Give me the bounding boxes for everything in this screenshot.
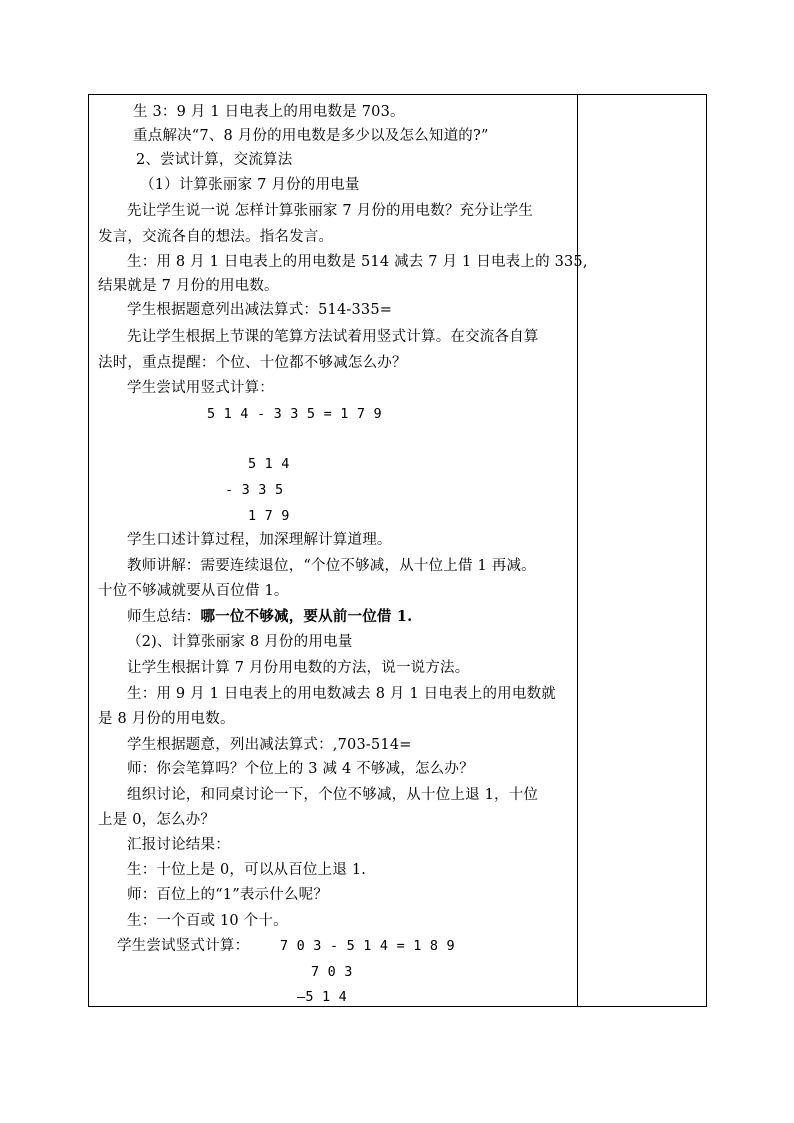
text-line: 让学生根据计算 7 月份用电数的方法，说一说方法。	[127, 660, 470, 676]
text-line: 2、尝试计算，交流算法	[136, 152, 293, 168]
text-line	[127, 606, 412, 628]
text-line: 学生尝试用竖式计算：	[127, 380, 274, 396]
text-line: 学生根据题意列出减法算式：514-335=	[127, 302, 393, 318]
text-line: 是 8 月份的用电数。	[98, 711, 235, 727]
summary-label: 师生总结：	[127, 609, 201, 625]
table-column-divider	[577, 94, 578, 1007]
equation: 7 0 3 - 5 1 4 = 1 8 9	[280, 938, 455, 954]
text-line: 十位不够减就要从百位借 1。	[98, 583, 289, 599]
equation: 5 1 4 - 3 3 5 = 1 7 9	[207, 406, 382, 422]
text-line: 师：百位上的“1”表示什么呢？	[127, 887, 329, 903]
text-line: 师：你会笔算吗？个位上的 3 减 4 不够减，怎么办？	[127, 761, 474, 777]
vertical-calc-row: —5 1 4	[297, 989, 347, 1005]
text-line: 法时，重点提醒：个位、十位都不够减怎么办？	[98, 355, 407, 371]
text-line: 先让学生说一说 怎样计算张丽家 7 月份的用电数？充分让学生	[127, 203, 534, 219]
text-line: 先让学生根据上节课的笔算方法试着用竖式计算。在交流各自算	[127, 329, 539, 345]
text-line: 学生根据题意，列出减法算式：,703-514=	[127, 737, 412, 753]
text-line: 学生口述计算过程，加深理解计算道理。	[127, 532, 392, 548]
text-line: （2)、计算张丽家 8 月份的用电量	[127, 634, 353, 650]
text-line: 生 3：9 月 1 日电表上的用电数是 703。	[133, 104, 405, 120]
text-line: 组织讨论，和同桌讨论一下，个位不够减，从十位上退 1，十位	[127, 787, 539, 803]
text-line: 上是 0，怎么办？	[98, 812, 216, 828]
text-line: （1）计算张丽家 7 月份的用电量	[140, 177, 360, 193]
vertical-calc-row: 1 7 9	[248, 508, 290, 524]
text-line: 学生尝试竖式计算：	[117, 938, 250, 954]
summary-rule: 哪一位不够减，要从前一位借 1.	[200, 608, 413, 625]
vertical-calc-row: 7 0 3	[311, 964, 353, 980]
vertical-calc-row: - 3 3 5	[225, 482, 284, 498]
text-line: 生：十位上是 0，可以从百位上退 1.	[127, 862, 367, 878]
text-line: 生：用 8 月 1 日电表上的用电数是 514 减去 7 月 1 日电表上的 335,	[127, 254, 588, 270]
text-line: 生：用 9 月 1 日电表上的用电数减去 8 月 1 日电表上的用电数就	[127, 686, 556, 702]
text-line: 重点解决“7、8 月份的用电数是多少以及怎么知道的?”	[133, 128, 489, 144]
vertical-calc-row: 5 1 4	[248, 456, 290, 472]
text-line: 教师讲解：需要连续退位，“个位不够减，从十位上借 1 再减。	[127, 558, 536, 574]
text-line: 生：一个百或 10 个十。	[127, 913, 288, 929]
text-line: 发言，交流各自的想法。指名发言。	[98, 229, 334, 245]
text-line: 结果就是 7 月份的用电数。	[98, 278, 279, 294]
text-line: 汇报讨论结果：	[127, 837, 230, 853]
